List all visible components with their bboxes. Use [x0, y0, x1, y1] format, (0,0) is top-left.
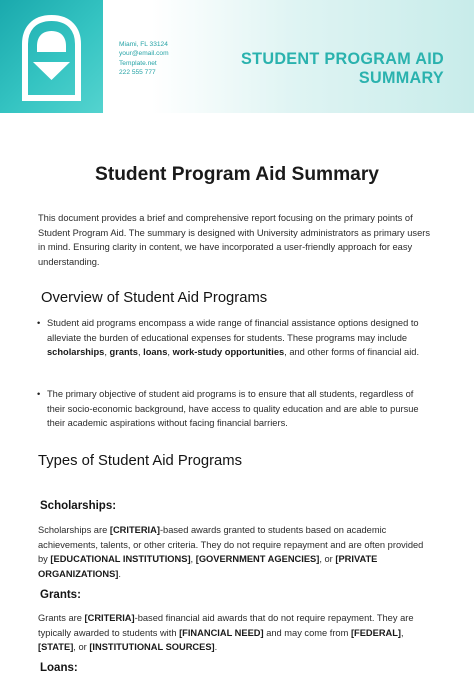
logo-block	[0, 0, 103, 113]
overview-bullet-2: The primary objective of student aid programs is to ensure that all students, regardless of their socio-economic background, have access to quality education and are able to pursue their academic aspirations without facing financial barriers.	[47, 389, 419, 429]
contact-email[interactable]: your@email.com	[119, 50, 169, 58]
bullet-dot: •	[37, 318, 41, 328]
contact-city: Miami, FL 33124	[119, 41, 168, 48]
intro-paragraph: This document provides a brief and comprehensive report focusing on the primary points of Student Program Aid. The summary is designed with University administrators as primary users in mind. Ensuring clarity in content, we have incorporated a user-friendly approach for easy understanding.	[38, 213, 430, 268]
scholarships-paragraph: Scholarships are [CRITERIA]-based awards granted to students based on academic achievements, talents, or other criteria. They do not require repayment and are often provided by [EDUCATIONAL INSTITUTIONS], [GOVERNMENT AGENCIES], or [PRIVATE ORGANIZATIONS].	[38, 525, 424, 580]
header-title-line2: SUMMARY	[358, 68, 444, 87]
loans-heading: Loans:	[40, 662, 78, 674]
header-title-line1: STUDENT PROGRAM AID	[241, 50, 444, 68]
bullet-dot: •	[37, 389, 41, 399]
contact-block	[119, 40, 169, 78]
overview-heading: Overview of Student Aid Programs	[41, 290, 268, 306]
types-heading: Types of Student Aid Programs	[38, 453, 242, 469]
header-title	[241, 50, 444, 87]
overview-bullet-1: Student aid programs encompass a wide range of financial assistance options designed to alleviate the burden of educational expenses for students. These programs may include scholarships, grants, loans, work-study opportunities, and other forms of financial aid.	[47, 318, 420, 358]
header-banner	[0, 0, 474, 113]
grants-paragraph: Grants are [CRITERIA]-based financial aid awards that do not require repayment. They are typically awarded to students with [FINANCIAL NEED] and may come from [FEDERAL], [STATE], or [INSTITUTIONAL SOURCES].	[38, 613, 414, 653]
shield-arrow-icon	[12, 12, 91, 102]
scholarships-heading: Scholarships:	[40, 500, 117, 512]
page-title: Student Program Aid Summary	[95, 164, 379, 185]
contact-phone: 222 555 777	[119, 69, 156, 77]
grants-heading: Grants:	[40, 589, 81, 601]
contact-site[interactable]: Template.net	[119, 59, 157, 67]
